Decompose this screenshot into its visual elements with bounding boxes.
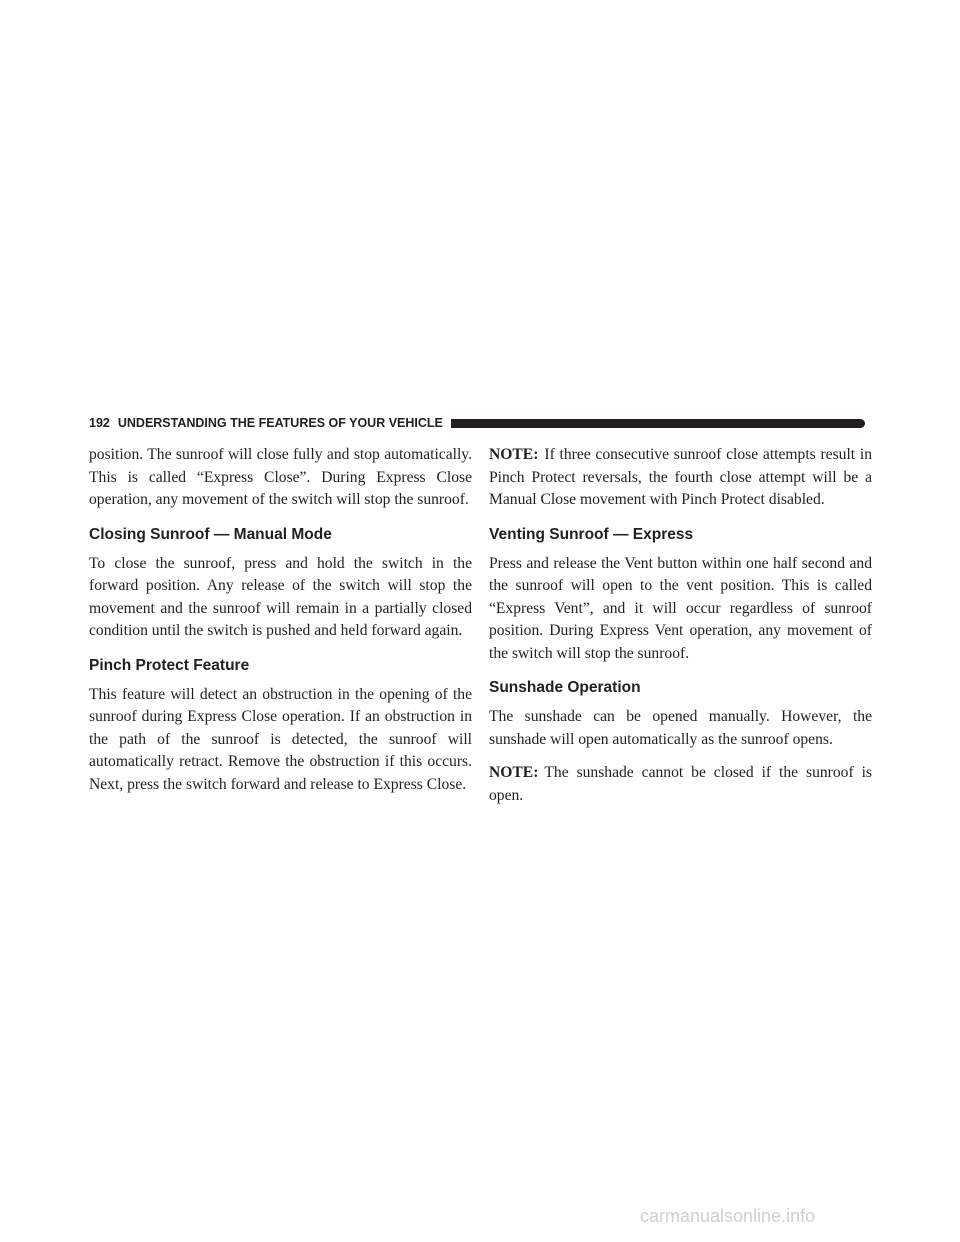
note-text: The sunshade cannot be closed if the sunroof is open. [489, 764, 872, 804]
manual-mode-heading: Closing Sunroof — Manual Mode [89, 525, 332, 543]
manual-mode-body: To close the sunroof, press and hold the switch in the forward position. Any release of the switch will stop the movement and the sunroof will remain in a partially closed condition until the switch is pushed and held forward again. [89, 554, 472, 639]
watermark: carmanualsonline.info [640, 1206, 816, 1226]
pinch-protect-heading: Pinch Protect Feature [89, 656, 250, 674]
left-column [89, 444, 472, 807]
page-number: 192 [89, 416, 110, 430]
sunshade-heading: Sunshade Operation [489, 679, 641, 696]
note-sunshade [489, 762, 872, 807]
pinch-protect-body: This feature will detect an obstruction in the opening of the sunroof during Express Close operation. If an obstruction in the path of the sunroof is detected, the sunroof will automatically retract. Remove the obstruction if this occurs. Next, press the switch forward and release to Express Close. [89, 685, 472, 793]
note-pinch-protect [489, 444, 872, 512]
header-rule [451, 419, 865, 428]
sunshade-body: The sunshade can be opened manually. However, the sunshade will open automatically as the sunroof opens. [489, 708, 872, 748]
section-title: UNDERSTANDING THE FEATURES OF YOUR VEHICLE [117, 416, 443, 430]
note-label: NOTE: [489, 446, 539, 463]
note-label: NOTE: [489, 764, 539, 781]
page-header [89, 415, 865, 431]
right-column [489, 444, 872, 818]
venting-heading: Venting Sunroof — Express [489, 525, 694, 543]
intro-paragraph: position. The sunroof will close fully and stop automatically. This is called “Express Close”. During Express Close operation, any movement of the switch will stop the sunroof. [89, 446, 472, 508]
note-text: If three consecutive sunroof close attempts result in Pinch Protect reversals, the fourth close attempt will be a Manual Close movement with Pinch Protect disabled. [489, 446, 872, 508]
venting-body: Press and release the Vent button within one half second and the sunroof will open to the vent position. This is called “Express Vent”, and it will occur regardless of sunroof position. During Express Vent operation, any movement of the switch will stop the sunroof. [489, 554, 872, 662]
